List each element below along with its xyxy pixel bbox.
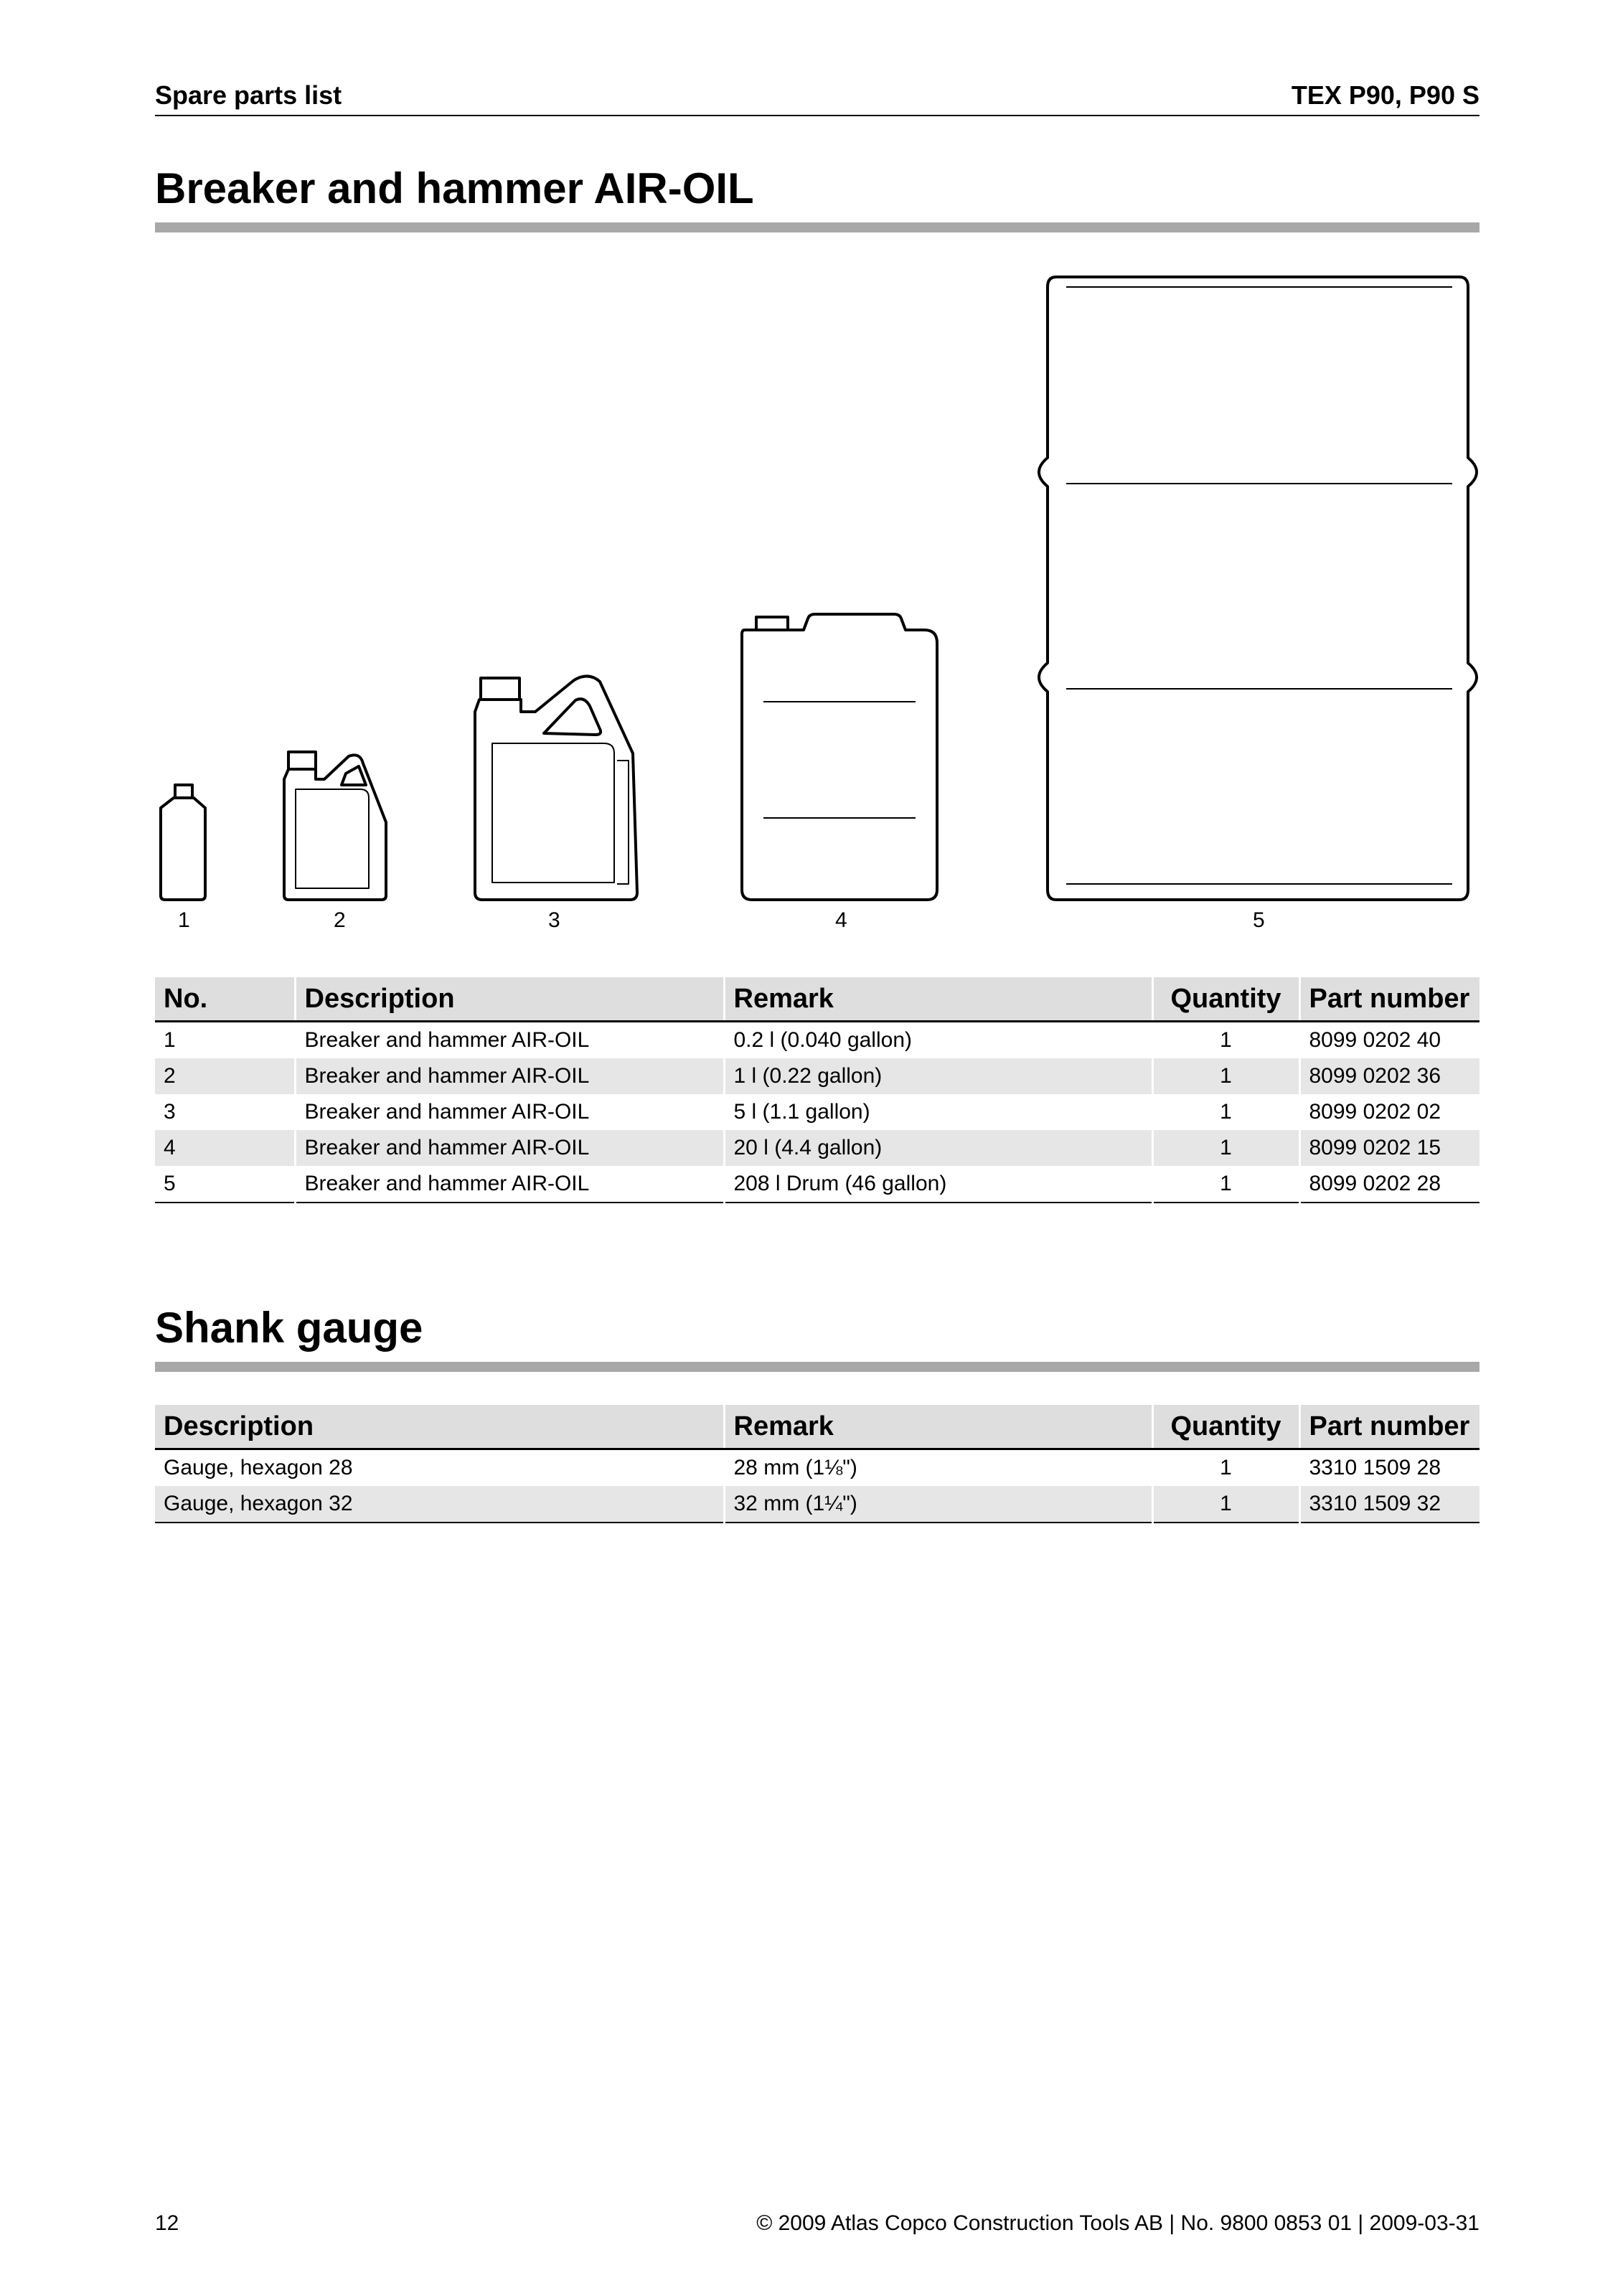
column-header-part-number: Part number — [1299, 977, 1479, 1022]
table-row — [155, 1094, 1479, 1130]
table-row — [155, 1022, 1479, 1059]
cell-quantity: 1 — [1152, 1166, 1299, 1203]
table-row — [155, 1486, 1479, 1523]
can-20l-icon — [742, 614, 937, 900]
cell-description: Breaker and hammer AIR-OIL — [295, 1166, 724, 1203]
cell-remark: 28 mm (1⅛") — [724, 1449, 1152, 1487]
cell-part-number: 8099 0202 28 — [1299, 1166, 1479, 1203]
cell-part-number: 3310 1509 28 — [1299, 1449, 1479, 1487]
table-row — [155, 1449, 1479, 1487]
model-label: TEX P90, P90 S — [1291, 80, 1479, 110]
cell-remark: 208 l Drum (46 gallon) — [724, 1166, 1152, 1203]
cell-quantity: 1 — [1152, 1022, 1299, 1059]
figure-number: 2 — [334, 908, 346, 932]
cell-remark: 32 mm (1¼") — [724, 1486, 1152, 1523]
column-header-description: Description — [155, 1405, 724, 1449]
cell-description: Gauge, hexagon 32 — [155, 1486, 724, 1523]
page-number: 12 — [155, 2211, 179, 2235]
cell-part-number: 3310 1509 32 — [1299, 1486, 1479, 1523]
cell-remark: 5 l (1.1 gallon) — [724, 1094, 1152, 1130]
column-header-no: No. — [155, 977, 295, 1022]
cell-remark: 0.2 l (0.040 gallon) — [724, 1022, 1152, 1059]
cell-remark: 20 l (4.4 gallon) — [724, 1130, 1152, 1166]
can-1l-icon — [284, 752, 386, 900]
table-row — [155, 1058, 1479, 1094]
drum-208l-icon — [1039, 277, 1477, 900]
table-row — [155, 1166, 1479, 1203]
figure-number: 5 — [1253, 908, 1265, 932]
figure-number: 4 — [835, 908, 847, 932]
column-header-remark: Remark — [724, 977, 1152, 1022]
cell-description: Breaker and hammer AIR-OIL — [295, 1022, 724, 1059]
cell-description: Breaker and hammer AIR-OIL — [295, 1058, 724, 1094]
section-rule — [155, 222, 1479, 232]
cell-no: 3 — [164, 1100, 176, 1124]
cell-part-number: 8099 0202 02 — [1299, 1094, 1479, 1130]
table-header-row — [155, 1405, 1479, 1449]
bottle-0-2l-icon — [161, 785, 205, 900]
cell-no: 2 — [155, 1058, 295, 1094]
section-rule — [155, 1362, 1479, 1372]
oil-containers-illustration — [155, 265, 1479, 926]
cell-no: 1 — [164, 1028, 176, 1052]
column-header-description: Description — [295, 977, 724, 1022]
column-header-remark: Remark — [724, 1405, 1152, 1449]
cell-description: Breaker and hammer AIR-OIL — [295, 1130, 724, 1166]
document-type-label: Spare parts list — [155, 80, 342, 110]
cell-no: 4 — [155, 1130, 295, 1166]
cell-quantity: 1 — [1152, 1130, 1299, 1166]
air-oil-parts-table — [155, 977, 1479, 1203]
cell-part-number: 8099 0202 15 — [1299, 1130, 1479, 1166]
shank-gauge-table — [155, 1405, 1479, 1523]
cell-part-number: 8099 0202 36 — [1299, 1058, 1479, 1094]
figure-number: 3 — [548, 908, 560, 932]
cell-description: Gauge, hexagon 28 — [164, 1456, 353, 1479]
column-header-quantity: Quantity — [1152, 977, 1299, 1022]
table-row — [155, 1130, 1479, 1166]
copyright-notice: © 2009 Atlas Copco Construction Tools AB | No. 9800 0853 01 | 2009-03-31 — [756, 2211, 1479, 2235]
table-header-row — [155, 977, 1479, 1022]
column-header-part-number: Part number — [1299, 1405, 1479, 1449]
cell-quantity: 1 — [1152, 1058, 1299, 1094]
figure-number: 1 — [178, 908, 190, 932]
cell-remark: 1 l (0.22 gallon) — [724, 1058, 1152, 1094]
cell-description: Breaker and hammer AIR-OIL — [295, 1094, 724, 1130]
section-title-air-oil: Breaker and hammer AIR-OIL — [155, 164, 754, 212]
cell-part-number: 8099 0202 40 — [1299, 1022, 1479, 1059]
can-5l-icon — [475, 676, 637, 900]
cell-quantity: 1 — [1152, 1486, 1299, 1523]
cell-no: 5 — [155, 1166, 295, 1203]
section-title-shank-gauge: Shank gauge — [155, 1304, 423, 1352]
page-header — [155, 75, 1479, 116]
column-header-quantity: Quantity — [1152, 1405, 1299, 1449]
cell-quantity: 1 — [1152, 1449, 1299, 1487]
cell-quantity: 1 — [1152, 1094, 1299, 1130]
